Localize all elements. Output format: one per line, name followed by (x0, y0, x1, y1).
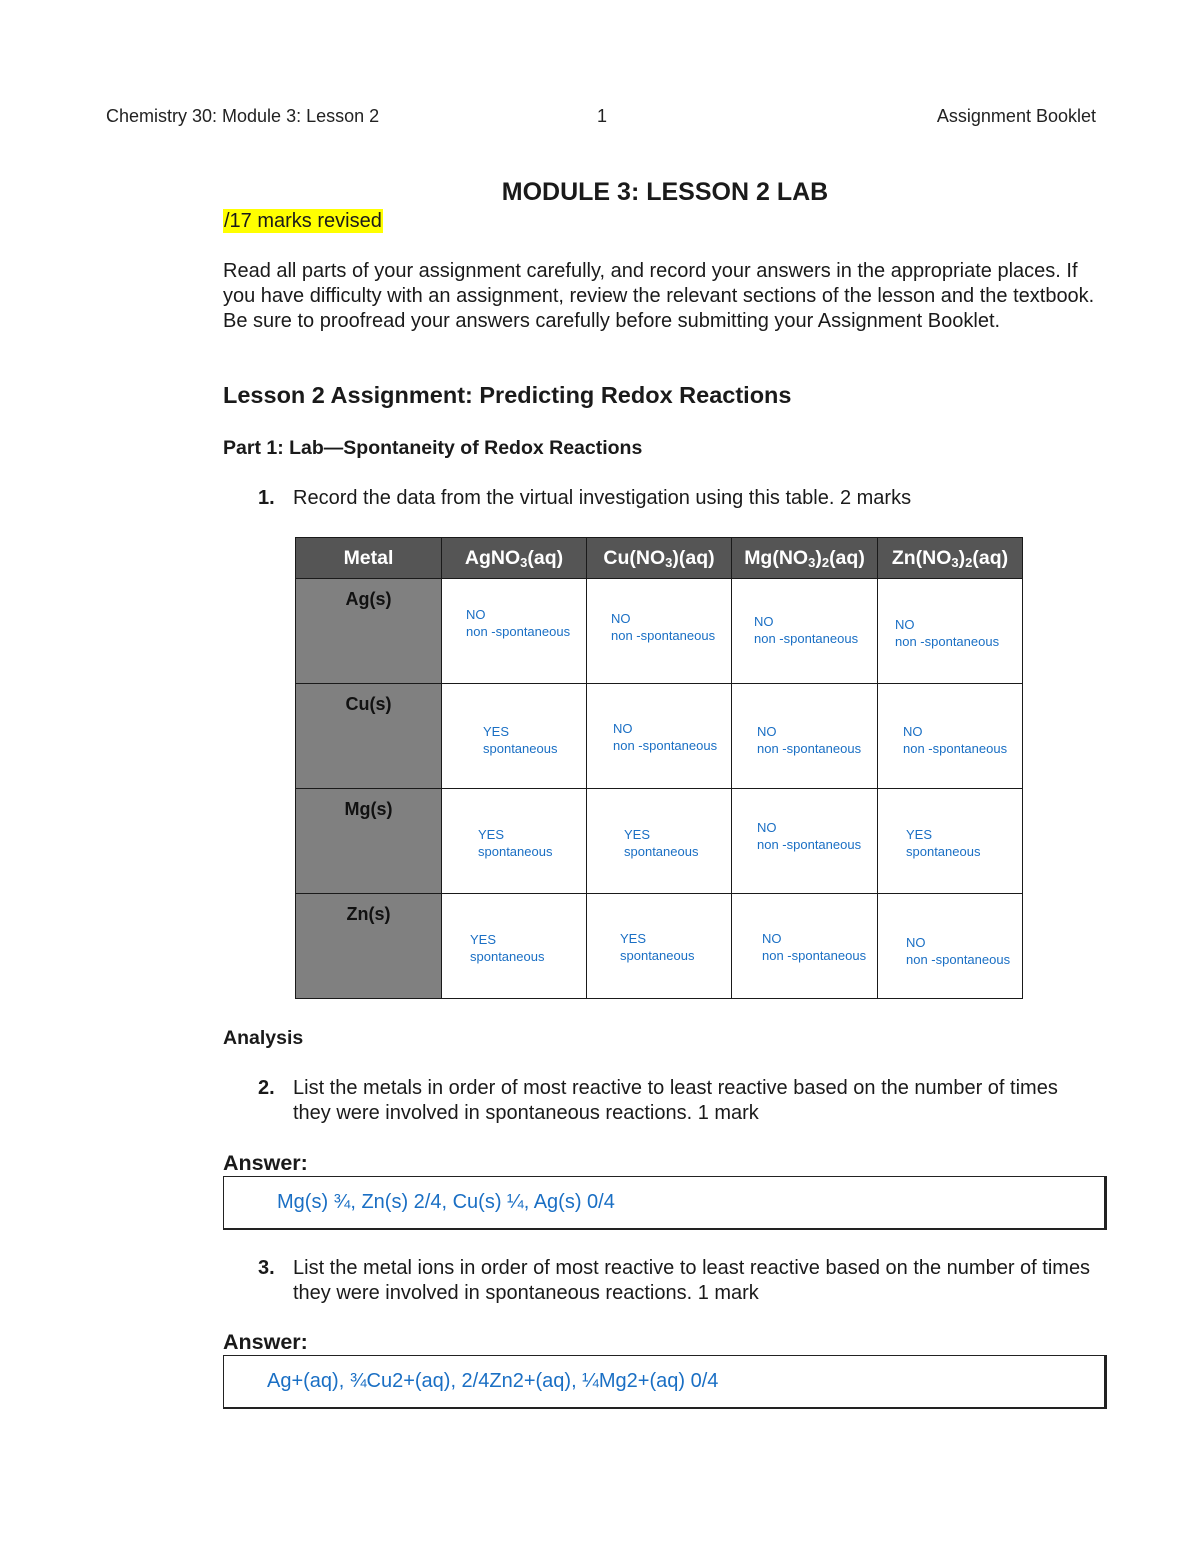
result-cell (878, 684, 1023, 789)
result-label: spontaneous (478, 843, 553, 859)
table-header-row (296, 538, 1023, 579)
header-booklet: Assignment Booklet (936, 106, 1096, 126)
result-cell (732, 684, 878, 789)
column-header-metal: Metal (296, 538, 442, 579)
assignment-heading: Lesson 2 Assignment: Predicting Redox Reactions (223, 382, 792, 408)
result-label: spontaneous (470, 948, 545, 964)
question-number: 1. (258, 487, 275, 509)
question-text: Record the data from the virtual investigation using this table. 2 marks (293, 487, 912, 509)
part-heading: Part 1: Lab—Spontaneity of Redox Reactions (223, 437, 643, 459)
result-cell (442, 894, 587, 999)
metal-label: Cu(s) (296, 684, 442, 789)
result-answer: YES (478, 827, 505, 842)
result-answer: YES (624, 827, 651, 842)
result-answer: NO (906, 935, 926, 950)
result-cell (442, 684, 587, 789)
result-label: non -spontaneous (611, 627, 716, 643)
result-answer: YES (483, 724, 510, 739)
question-text: List the metals in order of most reactive to least reactive based on the number of times they were involved in spontaneous reactions. 1 mark (293, 1077, 1058, 1124)
answer-label: Answer: (223, 1151, 308, 1175)
result-answer: YES (470, 932, 497, 947)
metal-label: Ag(s) (296, 579, 442, 684)
question-2 (258, 1076, 1088, 1126)
result-answer: NO (754, 614, 774, 629)
answer-text: Mg(s) ¾, Zn(s) 2/4, Cu(s) ¼, Ag(s) 0/4 (277, 1191, 615, 1213)
intro-paragraph: Read all parts of your assignment carefully, and record your answers in the appropriate places. If you have difficulty with an assignment, review the relevant sections of the lesson and the textbook. Be sure to proofread your answers carefully before submitting your Assignment Booklet. (223, 260, 1095, 332)
result-cell (732, 789, 878, 894)
column-header-mgno32: $Mg(NO_3)_2(aq)$ (732, 538, 878, 579)
answer-box-metals[interactable] (223, 1176, 1107, 1230)
metal-label: Zn(s) (296, 894, 442, 999)
result-cell (587, 894, 732, 999)
result-cell (878, 789, 1023, 894)
result-answer: NO (757, 820, 777, 835)
metal-label: Mg(s) (296, 789, 442, 894)
result-cell (878, 894, 1023, 999)
result-cell (587, 789, 732, 894)
result-label: non -spontaneous (895, 633, 1000, 649)
column-header-cuno3: $Cu(NO_3)(aq)$ (587, 538, 732, 579)
table-row (296, 684, 1023, 789)
result-cell (587, 684, 732, 789)
result-answer: YES (906, 827, 933, 842)
result-label: non -spontaneous (754, 630, 859, 646)
result-answer: NO (757, 724, 777, 739)
question-number: 3. (258, 1257, 275, 1279)
analysis-heading: Analysis (223, 1027, 304, 1049)
result-label: non -spontaneous (613, 737, 718, 753)
result-label: non -spontaneous (757, 740, 862, 756)
result-answer: NO (895, 617, 915, 632)
question-3 (258, 1256, 1091, 1306)
result-label: spontaneous (620, 947, 695, 963)
result-cell (587, 579, 732, 684)
result-cell (732, 579, 878, 684)
table-row (296, 894, 1023, 999)
result-answer: NO (466, 607, 486, 622)
result-label: non -spontaneous (906, 951, 1011, 967)
answer-text: Ag+(aq), ¾Cu2+(aq), 2/4Zn2+(aq), ¼Mg2+(aq) 0/4 (267, 1370, 719, 1392)
marks-highlight: /17 marks revised (224, 210, 382, 232)
result-answer: NO (903, 724, 923, 739)
result-answer: YES (620, 931, 647, 946)
result-cell (878, 579, 1023, 684)
results-table (295, 537, 1023, 999)
result-label: non -spontaneous (466, 623, 571, 639)
result-label: non -spontaneous (903, 740, 1008, 756)
result-label: non -spontaneous (762, 947, 867, 963)
result-cell (442, 579, 587, 684)
table-row (296, 579, 1023, 684)
header-page-number: 1 (597, 106, 608, 126)
table-row (296, 789, 1023, 894)
result-answer: NO (613, 721, 633, 736)
question-text: List the metal ions in order of most reactive to least reactive based on the number of times they were involved in spontaneous reactions. 1 mark (293, 1257, 1091, 1304)
result-answer: NO (611, 611, 631, 626)
result-cell (442, 789, 587, 894)
result-label: spontaneous (624, 843, 699, 859)
result-label: non -spontaneous (757, 836, 862, 852)
column-header-znno32: $Zn(NO_3)_2(aq)$ (878, 538, 1023, 579)
header-course: Chemistry 30: Module 3: Lesson 2 (106, 106, 380, 126)
answer-label: Answer: (223, 1330, 308, 1354)
column-header-agno3: AgNO$_3$(aq) (442, 538, 587, 579)
result-answer: NO (762, 931, 782, 946)
result-label: spontaneous (483, 740, 558, 756)
result-label: spontaneous (906, 843, 981, 859)
page-header (106, 106, 1096, 132)
answer-box-ions[interactable] (223, 1355, 1107, 1409)
result-cell (732, 894, 878, 999)
page-title: MODULE 3: LESSON 2 LAB (501, 178, 829, 206)
question-number: 2. (258, 1077, 275, 1099)
